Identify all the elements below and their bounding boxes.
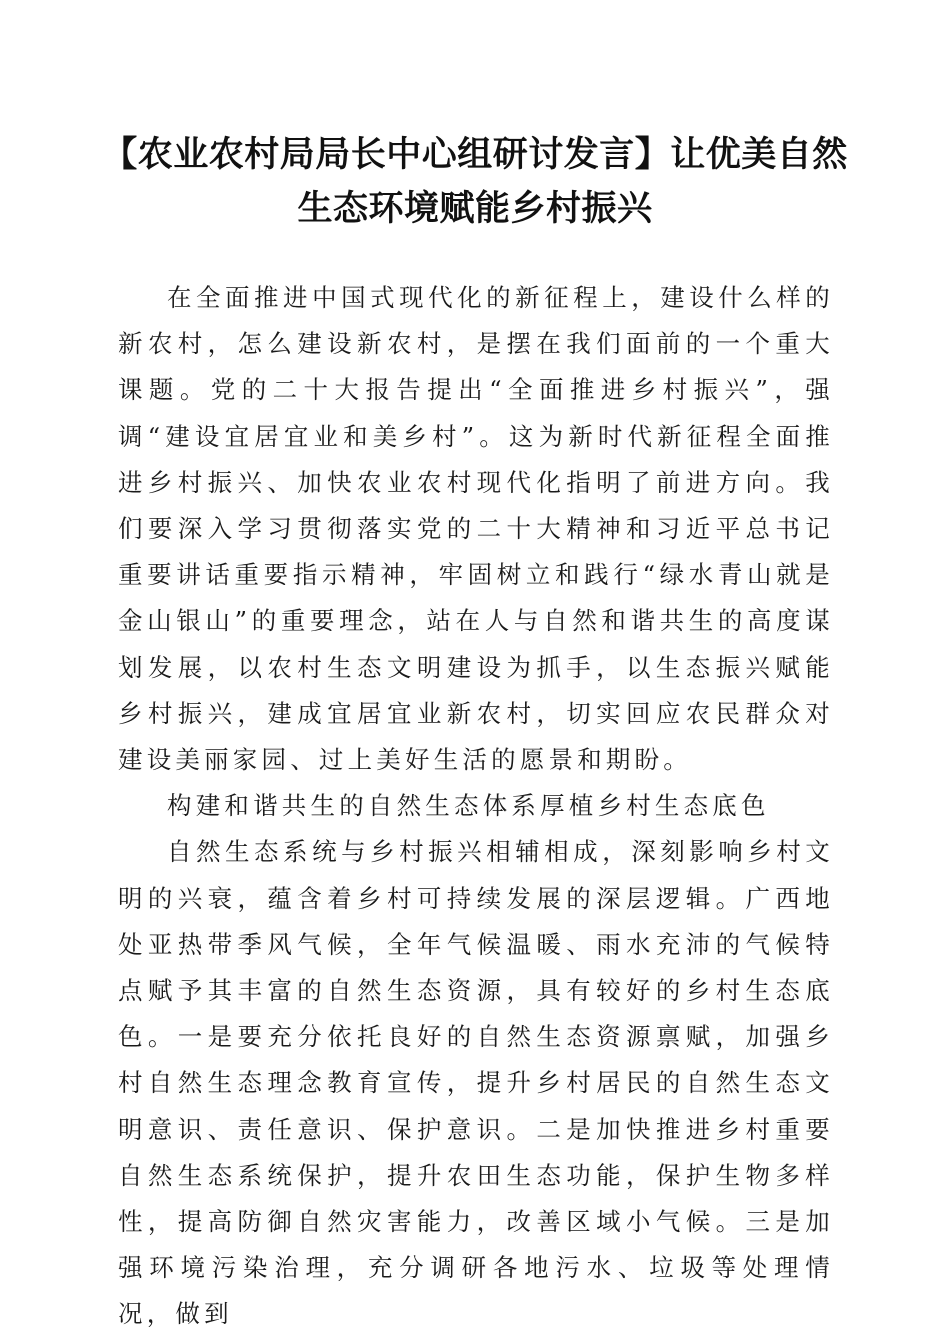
paragraph-intro: 在全面推进中国式现代化的新征程上，建设什么样的新农村，怎么建设新农村，是摆在我们面前的一个重大课题。党的二十大报告提出“全面推进乡村振兴”，强调“建设宜居宜业和美乡村”。这为新时代新征程全面推进乡村振兴、加快农业农村现代化指明了前进方向。我们要深入学习贯彻落实党的二十大精神和习近平总书记重要讲话重要指示精神，牢固树立和践行“绿水青山就是金山银山”的重要理念，站在人与自然和谐共生的高度谋划发展，以农村生态文明建设为抓手，以生态振兴赋能乡村振兴，建成宜居宜业新农村，切实回应农民群众对建设美丽家园、过上美好生活的愿景和期盼。: [118, 283, 834, 775]
section-heading: 构建和谐共生的自然生态体系厚植乡村生态底色: [167, 791, 770, 821]
document-body: [118, 275, 834, 1338]
document-title: 【农业农村局局长中心组研讨发言】让优美自然生态环境赋能乡村振兴: [102, 134, 848, 229]
paragraph-section-1: 自然生态系统与乡村振兴相辅相成，深刻影响乡村文明的兴衰，蕴含着乡村可持续发展的深层逻辑。广西地处亚热带季风气候，全年气候温暖、雨水充沛的气候特点赋予其丰富的自然生态资源，具有较好的乡村生态底色。一是要充分依托良好的自然生态资源禀赋，加强乡村自然生态理念教育宣传，提升乡村居民的自然生态文明意识、责任意识、保护意识。二是加快推进乡村重要自然生态系统保护，提升农田生态功能，保护生物多样性，提高防御自然灾害能力，改善区域小气候。三是加强环境污染治理，充分调研各地污水、垃圾等处理情况，做到: [118, 837, 834, 1329]
